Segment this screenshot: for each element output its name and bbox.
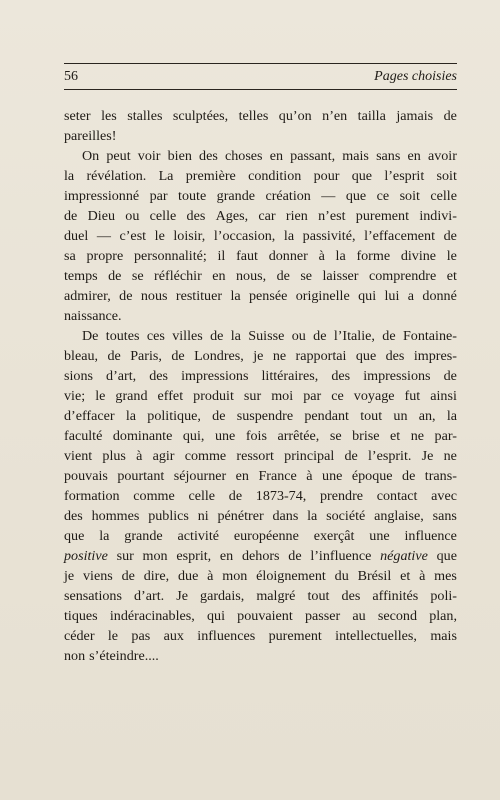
text-line: naissance. — [64, 308, 122, 324]
text-line: la révélation. La première condition pour que l’esprit soit — [64, 168, 457, 184]
text-line: positive sur mon esprit, en dehors de l’influence négative que — [64, 548, 457, 564]
text-line: pouvais pourtant séjourner en France à une époque de trans- — [64, 468, 457, 484]
text-line: bleau, de Paris, de Londres, je ne rapportai que des impres- — [64, 348, 457, 364]
text-line: temps de se réfléchir en nous, de se laisser comprendre et — [64, 268, 457, 284]
header-rule-top — [64, 63, 457, 64]
text-line: que la grande activité européenne exerçât une influence — [64, 528, 457, 544]
text-line: sensations d’art. Je gardais, malgré tout des affinités poli- — [64, 588, 457, 604]
text-line: de Dieu ou celle des Ages, car rien n’est purement indivi- — [64, 208, 457, 224]
running-head — [64, 68, 457, 86]
text-line: De toutes ces villes de la Suisse ou de l’Italie, de Fontaine- — [82, 328, 457, 344]
text-line: pareilles! — [64, 128, 117, 144]
page-number: 56 — [64, 69, 78, 84]
running-title: Pages choisies — [374, 69, 457, 84]
text-line: des hommes publics ni pénétrer dans la société anglaise, sans — [64, 508, 457, 524]
paragraph — [64, 106, 457, 146]
text-line: céder le pas aux influences purement intellectuelles, mais — [64, 628, 457, 644]
text-line: non s’éteindre.... — [64, 648, 159, 664]
body-text — [64, 106, 457, 666]
text-line: impressionné par toute grande création — que ce soit celle — [64, 188, 457, 204]
text-line: vie; le grand effet produit sur moi par ce voyage fut ainsi — [64, 388, 457, 404]
text-line: sions d’art, des impressions littéraires, des impressions de — [64, 368, 457, 384]
text-line: duel — c’est le loisir, l’occasion, la passivité, l’effacement de — [64, 228, 457, 244]
text-line: tiques indéracinables, qui pouvaient passer au second plan, — [64, 608, 457, 624]
text-line: formation comme celle de 1873-74, prendre contact avec — [64, 488, 457, 504]
paragraph — [64, 146, 457, 326]
text-line: seter les stalles sculptées, telles qu’on n’en tailla jamais de — [64, 108, 457, 124]
text-line: On peut voir bien des choses en passant, mais sans en avoir — [82, 148, 457, 164]
header-rule-bottom — [64, 89, 457, 90]
text-line: d’effacer la politique, de suspendre pendant tout un an, la — [64, 408, 457, 424]
text-line: vient plus à agir comme ressort principal de l’esprit. Je ne — [64, 448, 457, 464]
text-line: je viens de dire, due à mon éloignement du Brésil et à mes — [64, 568, 457, 584]
paragraph — [64, 326, 457, 666]
text-line: admirer, de nous restituer la pensée originelle qui lui a donné — [64, 288, 457, 304]
text-line: sa propre personnalité; il faut donner à la forme divine le — [64, 248, 457, 264]
text-line: faculté dominante qui, une fois arrêtée, se brise et ne par- — [64, 428, 457, 444]
